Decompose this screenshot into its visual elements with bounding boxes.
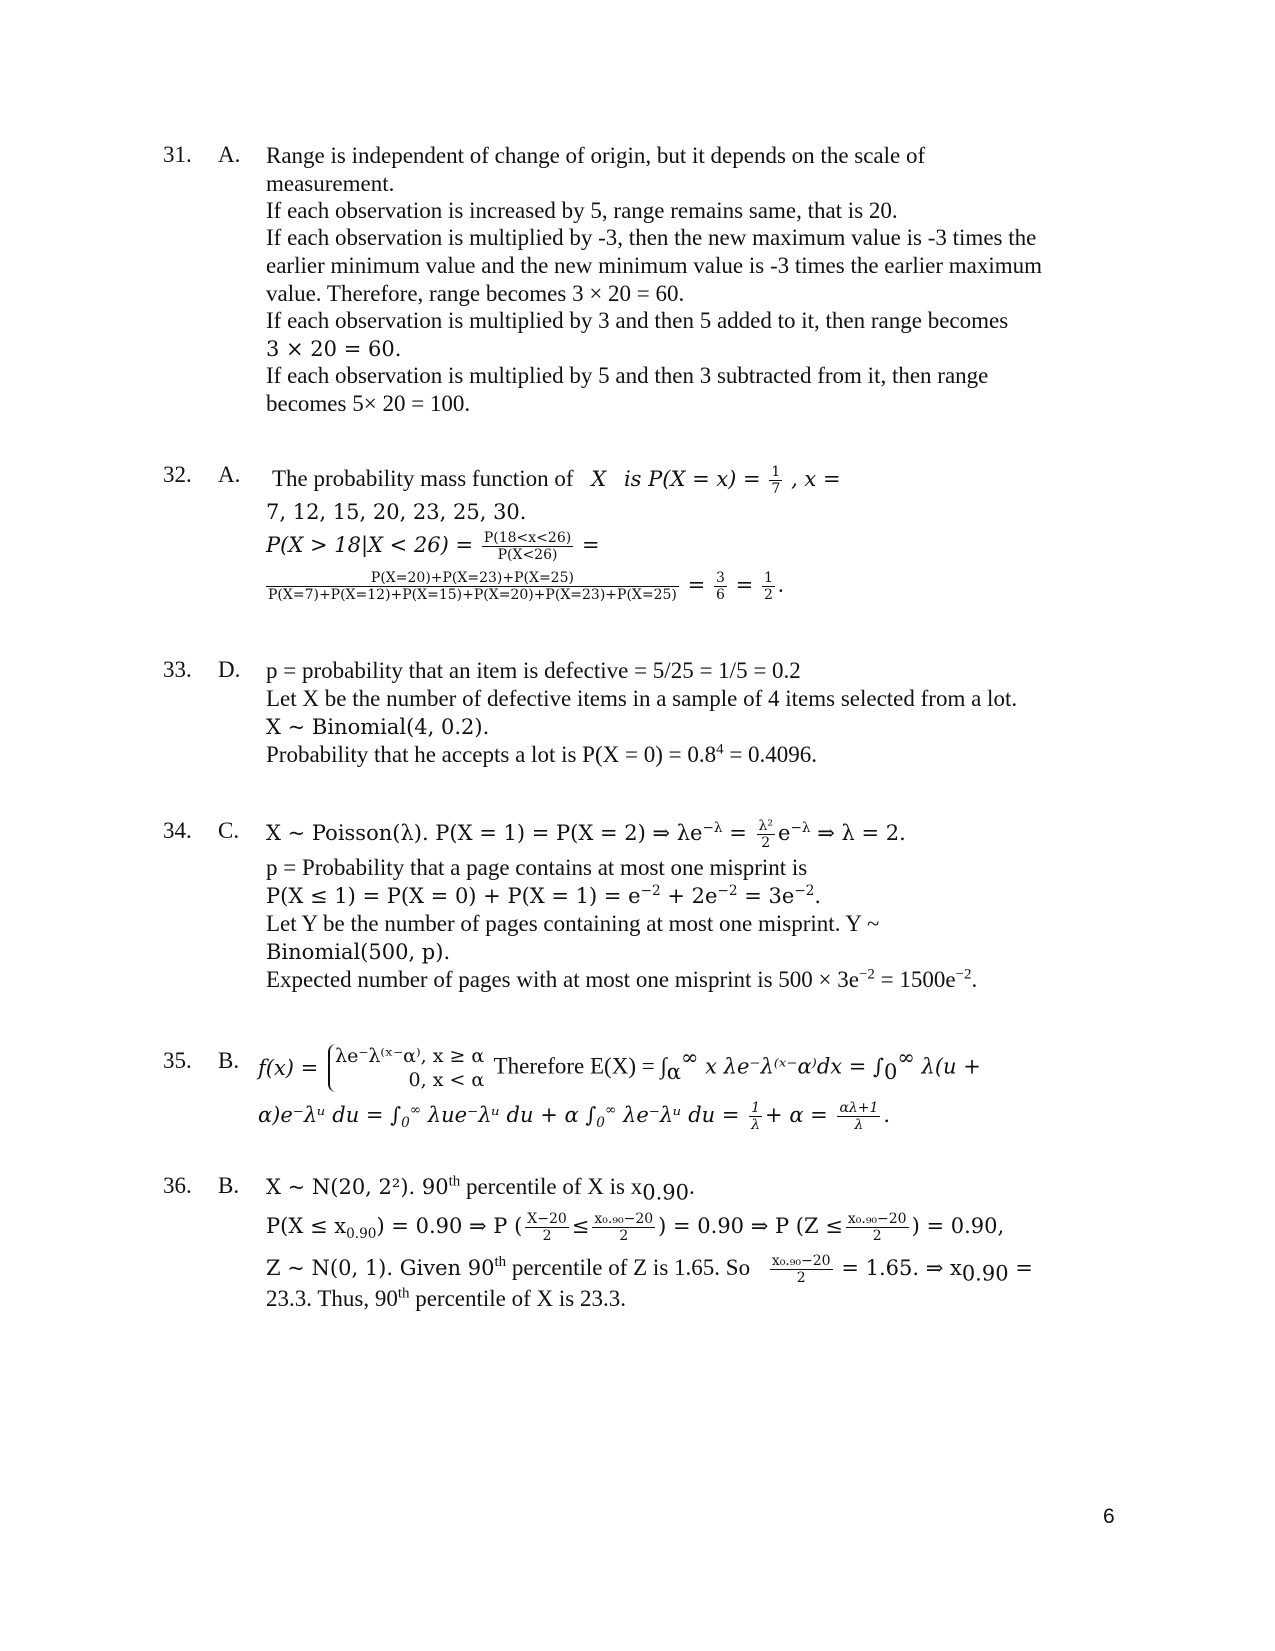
text-line: If each observation is multiplied by 5 and then 3 subtracted from it, then range xyxy=(266,363,989,388)
conditional-prob-line: P(X > 18|X < 26) = $\frac{P(18<x<26)}{P(X<26)}$ = xyxy=(266,530,600,563)
text-line: If each observation is multiplied by 3 and then 5 added to it, then range becomes xyxy=(266,308,1009,333)
fraction: $\frac{\text{x₀.₉₀−20}}{2}$ xyxy=(847,1211,907,1244)
answer-letter: B. xyxy=(218,1048,240,1073)
fraction: $\frac{P(18<x<26)}{P(X<26)}$ xyxy=(483,530,572,563)
question-number: 34. xyxy=(163,818,192,843)
answer-letter: D. xyxy=(218,657,241,682)
question-number: 31. xyxy=(163,142,192,167)
text-line: Range is independent of change of origin, but it depends on the scale of xyxy=(266,143,926,168)
piecewise: λe⁻λ⁽ˣ⁻α⁾, x ≥ α 0, x < α xyxy=(328,1044,484,1092)
text-line: Let Y be the number of pages containing at most one misprint. Y ~ xyxy=(266,911,880,936)
fraction: $\frac{P(X=20)+P(X=23)+P(X=25)}{P(X=7)+P(X=12)+P(X=15)+P(X=20)+P(X=23)+P(X=25)}$ xyxy=(268,570,677,603)
text-line: 3 × 20 = 60. xyxy=(266,337,402,361)
text-line: 7, 12, 15, 20, 23, 25, 30. xyxy=(266,500,527,524)
question-number: 35. xyxy=(163,1048,192,1073)
text-line: $P(X \le 1) = P(X = 0) + P(X = 1) = e^{-2} + 2e^{-2} = 3e^{-2}$. xyxy=(266,883,822,908)
big-fraction-line: $\frac{P(X=20)+P(X=23)+P(X=25)}{P(X=7)+P(X=12)+P(X=15)+P(X=20)+P(X=23)+P(X=25)}$ = $\frac{3}{6}$ = $\frac{1}{2}$ . xyxy=(268,570,784,603)
fraction: $\frac{\alpha\lambda+1}{\lambda}$ xyxy=(839,1100,879,1133)
answer-letter: C. xyxy=(218,818,240,843)
question-number: 36. xyxy=(163,1173,192,1198)
text-line: earlier minimum value and the new minimum value is -3 times the earlier maximum xyxy=(266,253,1043,278)
question-number: 32. xyxy=(163,462,192,487)
text-line: Binomial(500, p). xyxy=(266,940,451,964)
text-line: If each observation is multiplied by -3, then the new maximum value is -3 times the xyxy=(266,225,1037,250)
answer-letter: A. xyxy=(218,462,241,487)
expectation-line-2: α)e⁻λᵘ du = $\int_0^\infty$ λue⁻λᵘ du + α $\int_0^\infty$ λe⁻λᵘ du = $\frac{1}{\lambda}$ + α = $\frac{\alpha\lambda+1}{\lambda}$ . xyxy=(258,1100,891,1133)
fraction: $\frac{1}{7}$ xyxy=(771,464,781,497)
fraction: $\frac{3}{6}$ xyxy=(716,570,725,603)
conclusion-line: 23.3. Thus, 90th percentile of X is 23.3. xyxy=(266,1285,626,1311)
question-number: 33. xyxy=(163,657,192,682)
page-number: 6 xyxy=(1103,1505,1115,1528)
fraction: $\frac{\text{λ²}}{2}$ xyxy=(758,818,774,851)
text-line: value. Therefore, range becomes 3 × 20 = 60. xyxy=(266,281,685,306)
percentile-line: X ~ N(20, 2²). 90th percentile of X is $x_{0.90}$. xyxy=(266,1173,695,1205)
text-line: X ~ Binomial(4, 0.2). xyxy=(266,715,490,739)
answer-letter: A. xyxy=(218,142,241,167)
standardize-line: $P(X \le x_{0.90}) = 0.90$ ⇒ P ( $\frac{X-20}{2}$ ≤ $\frac{\text{x₀.₉₀−20}}{2}$ ) = 0.90 ⇒ P (Z ≤ $\frac{\text{x₀.₉₀−20}}{2}$ ) = 0.90, xyxy=(266,1211,1005,1244)
text-line: Probability that he accepts a lot is $P(X = 0) = 0.8^4 = 0.4096$. xyxy=(266,741,818,767)
text-line: p = probability that an item is defective = 5/25 = 1/5 = 0.2 xyxy=(266,658,801,683)
poisson-line: X ~ Poisson(λ). P(X = 1) = P(X = 2) ⇒ $\lambda e^{-\lambda}$ = $\frac{\text{λ²}}{2}$ $e^{-\lambda}$ ⇒ λ = 2. xyxy=(266,818,906,851)
fraction: $\frac{\text{x₀.₉₀−20}}{2}$ xyxy=(771,1253,831,1286)
text-line: If each observation is increased by 5, range remains same, that is 20. xyxy=(266,198,898,223)
fraction: $\frac{X-20}{2}$ xyxy=(527,1211,567,1244)
answer-letter: B. xyxy=(218,1173,240,1198)
fraction: $\frac{1}{\lambda}$ xyxy=(751,1100,761,1133)
text-line: Let X be the number of defective items in a sample of 4 items selected from a lot. xyxy=(266,686,1018,711)
fraction: $\frac{1}{2}$ xyxy=(764,570,773,603)
fraction: $\frac{\text{x₀.₉₀−20}}{2}$ xyxy=(594,1211,654,1244)
z-line: Z ~ N(0, 1). Given 90th percentile of Z is 1.65. So $\frac{\text{x₀.₉₀−20}}{2}$ = 1.65. ⇒ $x_{0.90}$ = xyxy=(266,1253,1033,1286)
pmf-line: The probability mass function of X is P(X = x) = $\frac{1}{7}$ , x = xyxy=(272,464,841,497)
expectation-line-1: f(x) = λe⁻λ⁽ˣ⁻α⁾, x ≥ α 0, x < α Therefore $E(X) = \int_\alpha^\infty$ x λe⁻λ⁽ˣ⁻α⁾dx = $\int_0^\infty$ λ(u + xyxy=(258,1045,981,1091)
text-line: p = Probability that a page contains at most one misprint is xyxy=(266,855,808,880)
text-line: Expected number of pages with at most one misprint is $500 \times 3e^{-2} = 1500e^{-2}$. xyxy=(266,966,978,992)
text-line: measurement. xyxy=(266,171,395,196)
text-line: becomes 5× 20 = 100. xyxy=(266,391,471,416)
